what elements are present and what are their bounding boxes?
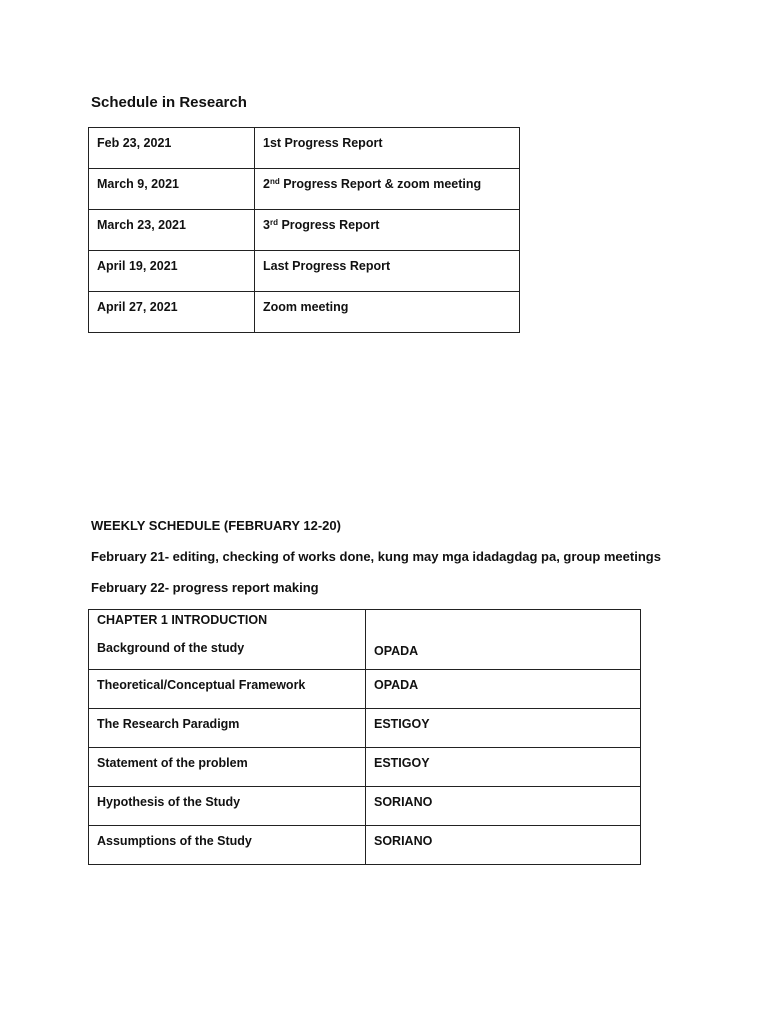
topic-cell: The Research Paradigm xyxy=(89,709,366,748)
chapter-heading: CHAPTER 1 INTRODUCTION xyxy=(97,613,268,627)
event-ordinal-suffix: nd xyxy=(269,177,280,186)
date-cell: April 27, 2021 xyxy=(89,292,255,333)
weekly-line-2: February 22- progress report making xyxy=(91,580,319,595)
assignee-cell: SORIANO xyxy=(366,826,641,865)
topic-cell: Statement of the problem xyxy=(89,748,366,787)
date-cell: March 23, 2021 xyxy=(89,210,255,251)
topic-cell: Theoretical/Conceptual Framework xyxy=(89,670,366,709)
topic-text: Background of the study xyxy=(97,641,245,655)
table-row xyxy=(89,251,520,292)
assignee-cell: ESTIGOY xyxy=(366,709,641,748)
event-text: Progress Report & zoom meeting xyxy=(283,177,482,191)
table-row xyxy=(89,128,520,169)
assignee-cell: SORIANO xyxy=(366,787,641,826)
topic-cell: Assumptions of the Study xyxy=(89,826,366,865)
event-text: Progress Report xyxy=(281,218,380,232)
topic-cell xyxy=(89,610,366,670)
schedule-title: Schedule in Research xyxy=(91,94,247,111)
date-cell: March 9, 2021 xyxy=(89,169,255,210)
event-ordinal: 3 xyxy=(263,218,270,232)
table-row xyxy=(89,670,641,709)
weekly-line-1: February 21- editing, checking of works done, kung may mga idadagdag pa, group meetings xyxy=(91,549,661,564)
assignee-cell: OPADA xyxy=(366,670,641,709)
table-row xyxy=(89,610,641,670)
event-cell xyxy=(255,210,520,251)
table-row xyxy=(89,748,641,787)
event-cell: 1st Progress Report xyxy=(255,128,520,169)
table-row xyxy=(89,709,641,748)
table-row xyxy=(89,169,520,210)
topic-cell: Hypothesis of the Study xyxy=(89,787,366,826)
assignee-cell: ESTIGOY xyxy=(366,748,641,787)
event-cell: Zoom meeting xyxy=(255,292,520,333)
date-cell: Feb 23, 2021 xyxy=(89,128,255,169)
weekly-heading: WEEKLY SCHEDULE (FEBRUARY 12-20) xyxy=(91,518,341,533)
date-cell: April 19, 2021 xyxy=(89,251,255,292)
table-row xyxy=(89,292,520,333)
event-cell xyxy=(255,169,520,210)
table-row xyxy=(89,210,520,251)
event-ordinal: 2 xyxy=(263,177,270,191)
table-row xyxy=(89,826,641,865)
event-ordinal-suffix: rd xyxy=(269,218,278,227)
assignee-cell: OPADA xyxy=(366,610,641,670)
event-cell: Last Progress Report xyxy=(255,251,520,292)
weekly-assignment-table xyxy=(88,609,641,865)
research-schedule-table xyxy=(88,127,520,333)
table-row xyxy=(89,787,641,826)
